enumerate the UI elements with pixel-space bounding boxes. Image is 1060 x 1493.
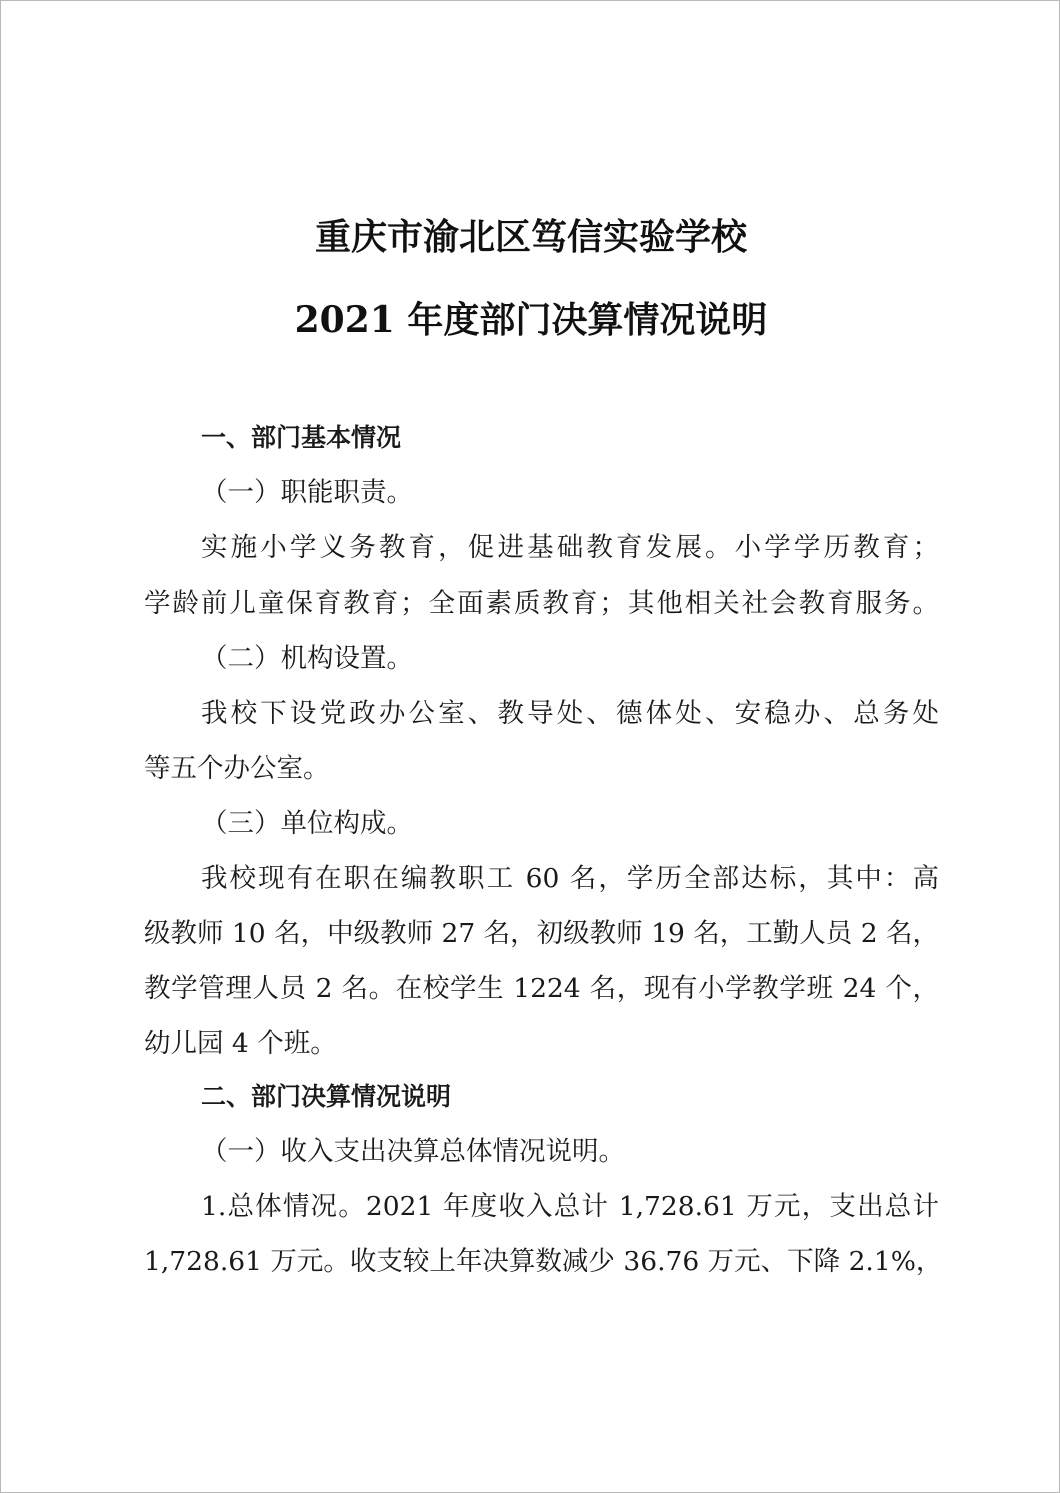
document-title-line-2: 2021 年度部门决算情况说明 (294, 299, 768, 341)
paragraph-overall-line-2: 1,728.61 万元。收支较上年决算数减少 36.76 万元、下降 2.1%， (144, 1246, 943, 1277)
subsection-organization: （二）机构设置。 (201, 643, 413, 674)
section-heading-final-accounts: 二、部门决算情况说明 (201, 1082, 452, 1111)
subsection-income-expenditure: （一）收入支出决算总体情况说明。 (201, 1136, 625, 1167)
paragraph-overall-line-1: 1.总体情况。2021 年度收入总计 1,728.61 万元，支出总计 (201, 1191, 939, 1222)
subsection-functions: （一）职能职责。 (201, 477, 413, 508)
paragraph-composition-line-4: 幼儿园 4 个班。 (144, 1028, 337, 1059)
paragraph-composition-line-3: 教学管理人员 2 名。在校学生 1224 名，现有小学教学班 24 个， (144, 973, 939, 1004)
paragraph-organization-line-2: 等五个办公室。 (144, 753, 330, 784)
paragraph-organization-line-1: 我校下设党政办公室、教导处、德体处、安稳办、总务处 (201, 698, 939, 729)
section-heading-basic-info: 一、部门基本情况 (201, 423, 402, 452)
paragraph-functions-line-2: 学龄前儿童保育教育；全面素质教育；其他相关社会教育服务。 (144, 588, 939, 619)
subsection-composition: （三）单位构成。 (201, 808, 413, 839)
paragraph-composition-line-1: 我校现有在职在编教职工 60 名，学历全部达标，其中：高 (201, 863, 939, 894)
document-title-line-1: 重庆市渝北区笃信实验学校 (314, 216, 747, 258)
paragraph-composition-line-2: 级教师 10 名，中级教师 27 名，初级教师 19 名，工勤人员 2 名， (144, 918, 939, 949)
paragraph-functions-line-1: 实施小学义务教育，促进基础教育发展。小学学历教育； (201, 532, 939, 563)
